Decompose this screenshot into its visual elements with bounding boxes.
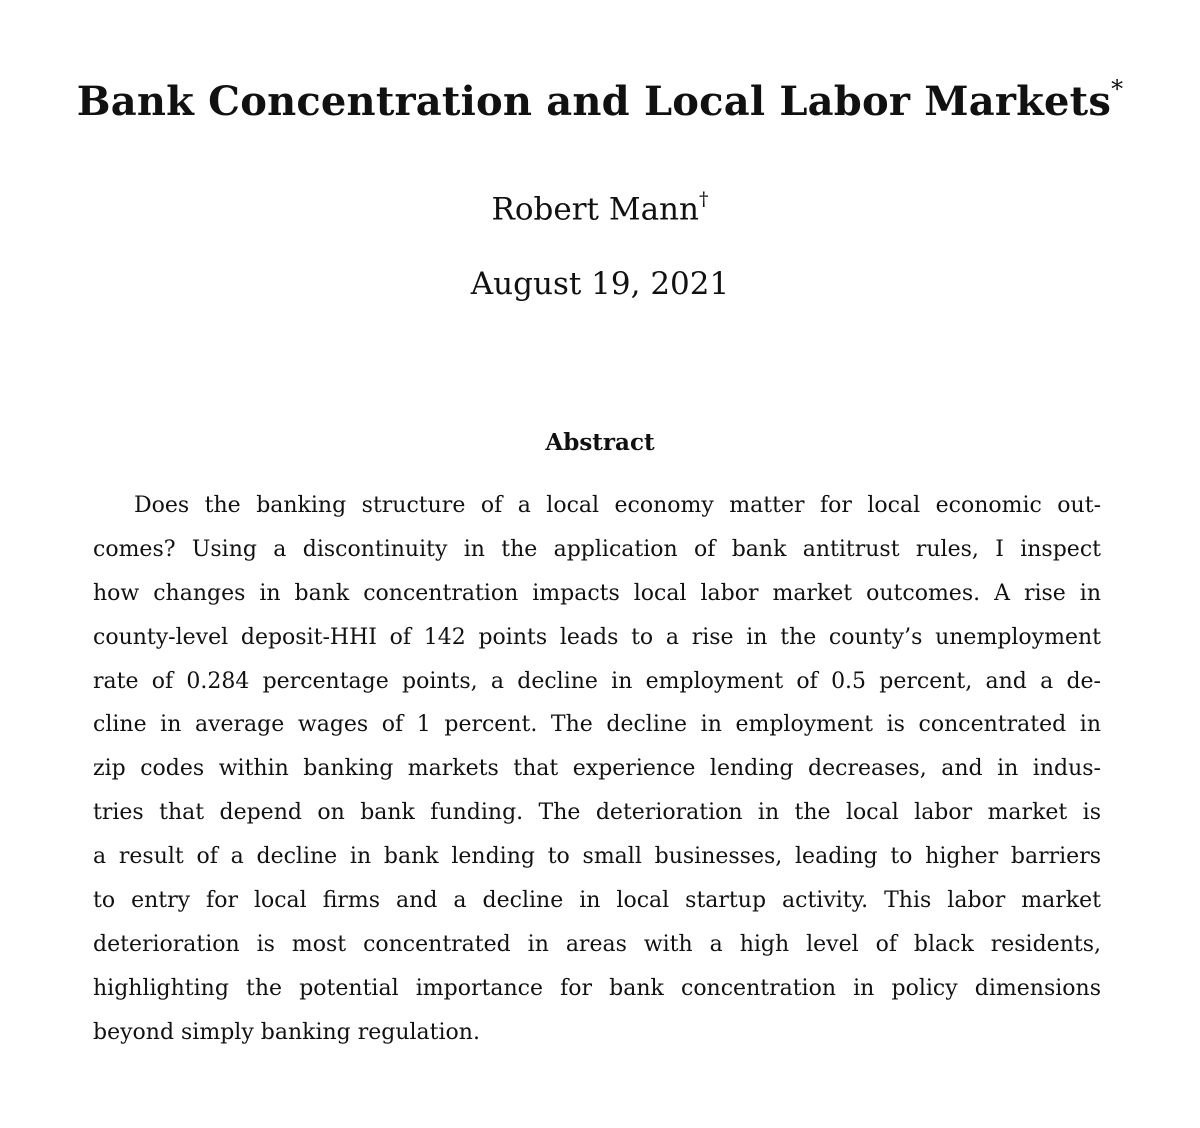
paper-title-text: Bank Concentration and Local Labor Markets bbox=[76, 78, 1112, 125]
abstract-line: county-level deposit-HHI of 142 points leads to a rise in the county’s unemployment bbox=[93, 624, 1101, 650]
paper-date: August 19, 2021 bbox=[470, 266, 730, 302]
abstract-line: beyond simply banking regulation. bbox=[93, 1019, 480, 1045]
author-name bbox=[0, 188, 1200, 229]
abstract-line: rate of 0.284 percentage points, a decline in employment of 0.5 percent, and a de- bbox=[93, 668, 1101, 694]
abstract-line: highlighting the potential importance for bank concentration in policy dimensions bbox=[93, 975, 1101, 1001]
abstract-heading: Abstract bbox=[545, 429, 655, 456]
abstract-line: Does the banking structure of a local economy matter for local economic out- bbox=[134, 493, 1101, 518]
abstract-line: zip codes within banking markets that experience lending decreases, and in indus- bbox=[93, 756, 1101, 782]
abstract-line: tries that depend on bank funding. The deterioration in the local labor market is bbox=[93, 800, 1101, 826]
title-footnote-mark: * bbox=[1111, 74, 1124, 103]
paper-title bbox=[0, 74, 1200, 126]
abstract-line: comes? Using a discontinuity in the application of bank antitrust rules, I inspect bbox=[93, 536, 1101, 562]
abstract-line: cline in average wages of 1 percent. The decline in employment is concentrated in bbox=[93, 712, 1101, 738]
abstract-line: to entry for local firms and a decline in local startup activity. This labor market bbox=[93, 888, 1101, 914]
abstract-line: a result of a decline in bank lending to small businesses, leading to higher barriers bbox=[93, 844, 1101, 870]
abstract-line: how changes in bank concentration impacts local labor market outcomes. A rise in bbox=[93, 580, 1101, 606]
author-footnote-mark: † bbox=[698, 188, 709, 210]
author-name-text: Robert Mann bbox=[491, 191, 699, 228]
abstract-body bbox=[93, 484, 1101, 1055]
abstract-line: deterioration is most concentrated in areas with a high level of black residents, bbox=[93, 931, 1101, 957]
